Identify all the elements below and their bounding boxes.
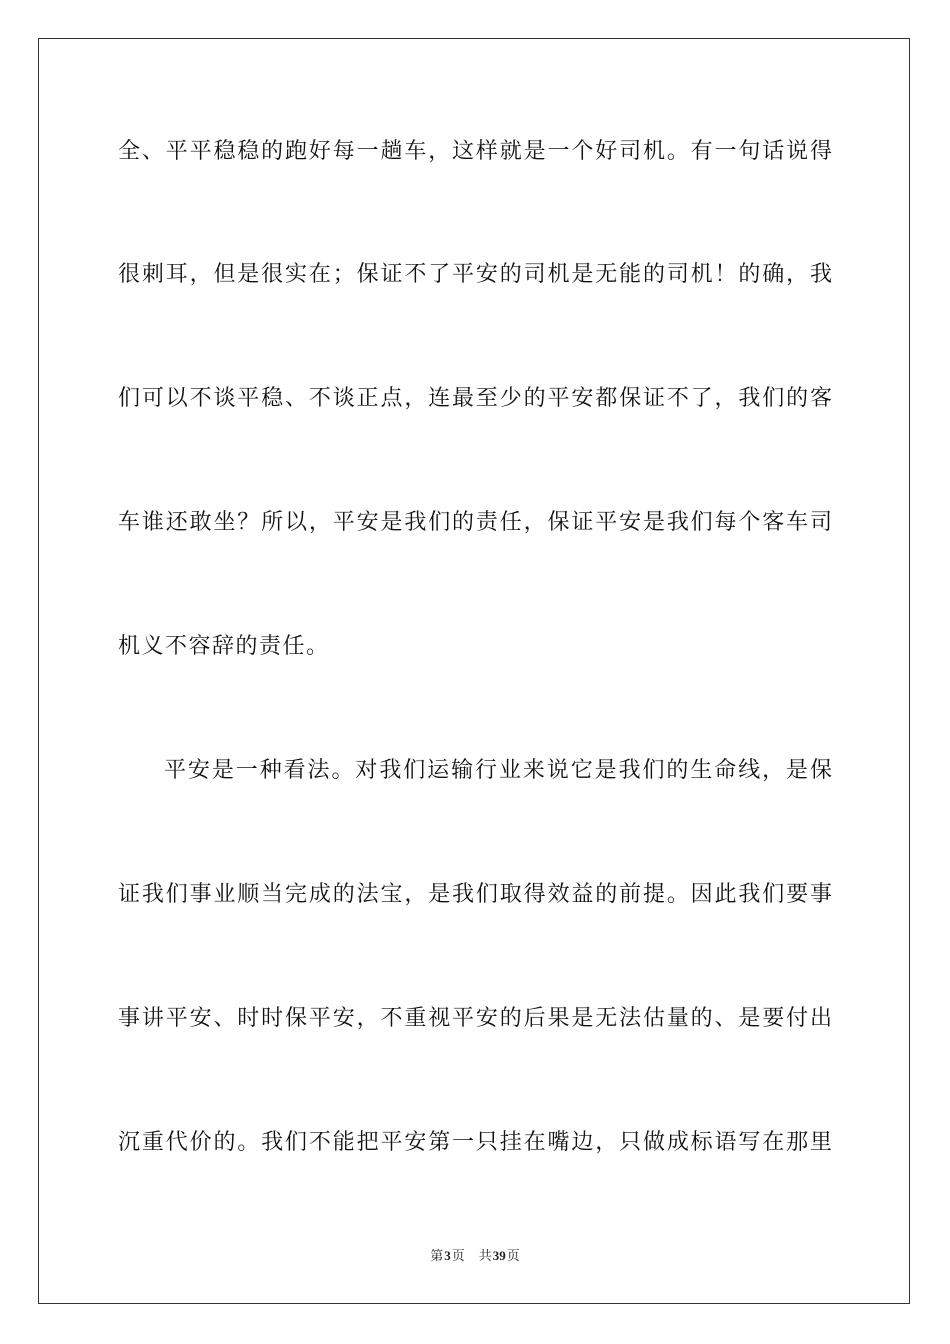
text-line: 们可以不谈平稳、不谈正点，连最至少的平安都保证不了，我们的客 (118, 386, 832, 411)
page-prefix: 第 (430, 1249, 444, 1264)
text-line: 机义不容辞的责任。 (118, 634, 330, 659)
total-prefix: 共 (478, 1249, 492, 1264)
text-line: 证我们事业顺当完成的法宝，是我们取得效益的前提。因此我们要事 (118, 882, 832, 907)
text-line: 全、平平稳稳的跑好每一趟车，这样就是一个好司机。有一句话说得 (118, 139, 832, 164)
text-line: 事讲平安、时时保平安，不重视平安的后果是无法估量的、是要付出 (118, 1006, 832, 1031)
total-pages: 39 (492, 1248, 506, 1263)
paragraph-first-line: 平安是一种看法。对我们运输行业来说它是我们的生命线，是保 (164, 758, 832, 783)
page-suffix: 页 (451, 1249, 465, 1264)
page-footer (0, 1247, 950, 1266)
total-suffix: 页 (506, 1249, 520, 1264)
text-line: 很刺耳，但是很实在；保证不了平安的司机是无能的司机！的确，我 (118, 262, 832, 287)
text-line: 沉重代价的。我们不能把平安第一只挂在嘴边，只做成标语写在那里 (118, 1130, 832, 1155)
text-line: 车谁还敢坐？所以，平安是我们的责任，保证平安是我们每个客车司 (118, 510, 832, 535)
page-number: 3 (444, 1248, 451, 1263)
page-border (38, 38, 910, 1304)
